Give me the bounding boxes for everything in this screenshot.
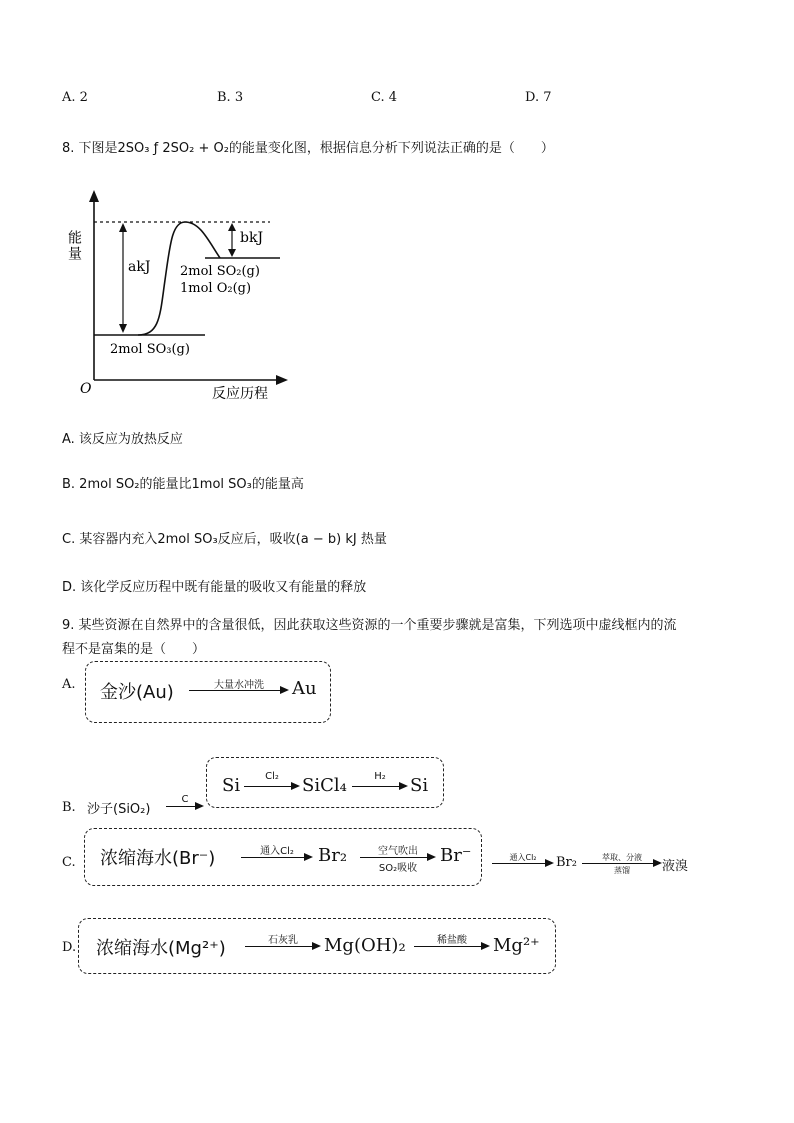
q9-d-arrow2 [414, 946, 488, 947]
q7-option-a: A. 2 [62, 90, 88, 105]
q9-c-s4: Br₂ [556, 855, 577, 870]
q9-a-arrow [189, 690, 287, 691]
q9-c-s2: Br₂ [318, 845, 348, 866]
q8-option-d: D. 该化学反应历程中既有能量的吸收又有能量的释放 [62, 580, 367, 595]
q9-a-end: Au [292, 678, 317, 699]
q9-c-start: 浓缩海水(Br⁻) [100, 848, 216, 869]
q9-stem-line2: 程不是富集的是（ ） [62, 642, 206, 657]
q9-b-pre-cond: C [181, 794, 189, 805]
q9-c-c4-bot: 蒸馏 [614, 866, 630, 875]
q9-d-s2: Mg(OH)₂ [324, 935, 406, 956]
q9-b-arrow1 [244, 786, 298, 787]
q9-b-s2: SiCl₄ [302, 775, 347, 796]
q9-a-start: 金沙(Au) [100, 682, 174, 703]
q8-option-b: B. 2mol SO₂的能量比1mol SO₃的能量高 [62, 477, 304, 492]
q9-b-pre-arrow [166, 806, 202, 807]
q8-option-c: C. 某容器内充入2mol SO₃反应后，吸收(a − b) kJ 热量 [62, 532, 387, 547]
energy-b-label: bkJ [240, 230, 264, 246]
product1-label: 2mol SO₂(g) [180, 264, 260, 279]
q9-c-arrow2 [360, 857, 434, 858]
origin-label: O [80, 381, 92, 397]
q9-d-c2: 稀盐酸 [437, 935, 467, 946]
y-axis-label: 能量 [66, 230, 82, 262]
q7-option-d: D. 7 [525, 90, 552, 105]
q9-c-arrow3 [492, 863, 552, 864]
q9-c-arrow4 [582, 863, 660, 864]
q9-a-cond: 大量水冲洗 [214, 680, 264, 691]
q9-c-s5: 液溴 [662, 859, 689, 874]
q8-option-a: A. 该反应为放热反应 [62, 432, 183, 447]
q9-a-label: A. [62, 677, 76, 692]
q9-d-label: D. [62, 940, 77, 955]
q9-b-pre: 沙子(SiO₂) [87, 802, 151, 817]
q9-d-arrow1 [245, 946, 319, 947]
energy-diagram [60, 185, 300, 405]
q9-stem-line1: 9. 某些资源在自然界中的含量很低，因此获取这些资源的一个重要步骤就是富集，下列选项中虚线框内的流 [62, 618, 677, 633]
q7-option-c: C. 4 [371, 90, 398, 105]
x-axis-label: 反应历程 [212, 386, 268, 402]
q9-c-label: C. [62, 855, 76, 870]
q9-d-c1: 石灰乳 [268, 935, 298, 946]
q9-c-c3: 通入Cl₂ [509, 853, 537, 862]
q9-b-s1: Si [222, 775, 241, 796]
q9-d-s3: Mg²⁺ [493, 935, 540, 956]
q7-option-b: B. 3 [217, 90, 244, 105]
q9-b-c2: H₂ [374, 771, 386, 782]
q9-c-c4-top: 萃取、分液 [602, 853, 642, 862]
q9-c-s3: Br⁻ [440, 845, 472, 866]
q8-stem: 8. 下图是2SO₃ ƒ 2SO₂ + O₂的能量变化图，根据信息分析下列说法正确的是（ ） [62, 141, 554, 156]
q9-b-c1: Cl₂ [265, 771, 279, 782]
product2-label: 1mol O₂(g) [180, 281, 252, 296]
energy-a-label: akJ [128, 259, 151, 275]
q9-b-label: B. [62, 800, 76, 815]
q9-c-arrow1 [241, 857, 311, 858]
q9-b-s3: Si [410, 775, 429, 796]
q9-b-arrow2 [352, 786, 406, 787]
q9-c-c2-top: 空气吹出 [378, 846, 418, 857]
q9-d-start: 浓缩海水(Mg²⁺) [96, 938, 226, 959]
reactant-label: 2mol SO₃(g) [110, 342, 190, 357]
q9-c-c1: 通入Cl₂ [260, 846, 294, 857]
q9-c-c2-bot: SO₂吸收 [378, 863, 418, 874]
